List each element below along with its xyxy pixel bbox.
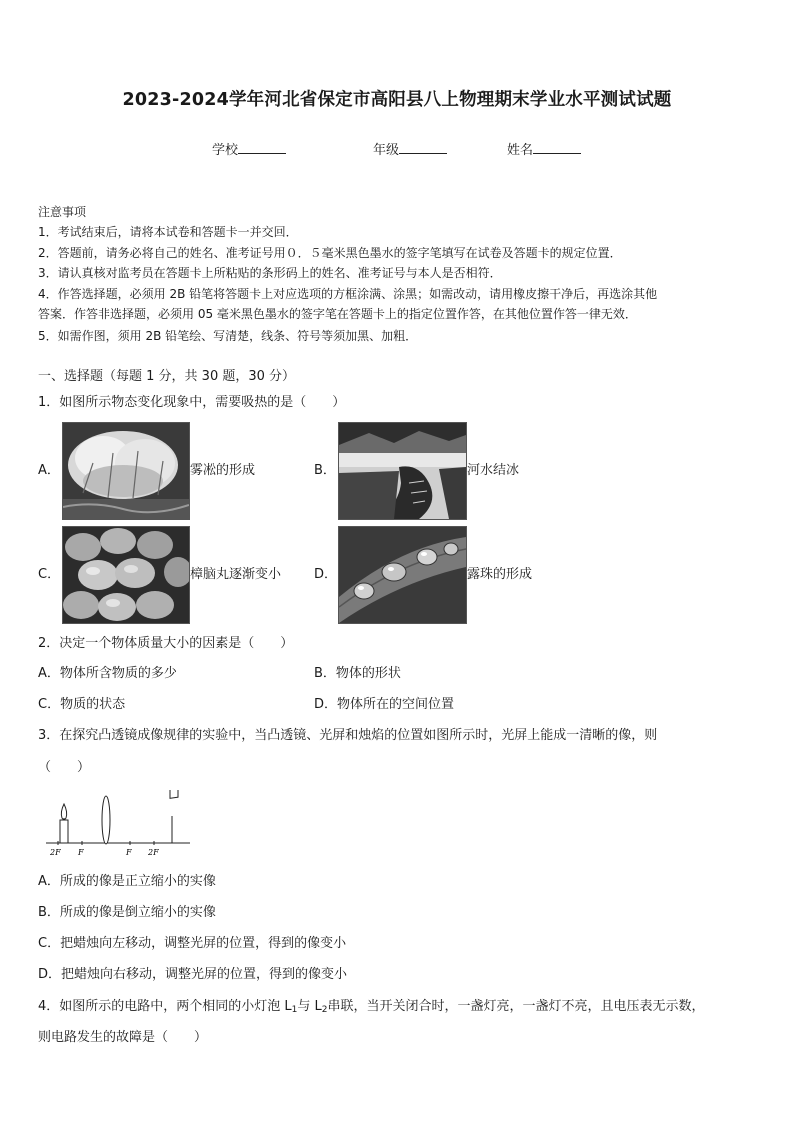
notice-item: 5．如需作图，须用 2B 铅笔绘、写清楚，线条、符号等须加黑、加粗． (38, 329, 418, 343)
q2-option-d[interactable]: D．物体所在的空间位置 (314, 697, 455, 712)
grade-field (373, 139, 447, 158)
q4-stem-part: 串联，当开关闭合时，一盏灯亮，一盏灯不亮，且电压表无示数， (327, 999, 705, 1014)
q1-option-b-text: 河水结冰 (467, 463, 520, 478)
question-4-stem (38, 999, 705, 1018)
notice-item: 3．请认真核对监考员在答题卡上所粘贴的条形码上的姓名、准考证号与本人是否相符． (38, 266, 502, 280)
notice-item: 1．考试结束后，请将本试卷和答题卡一并交回． (38, 225, 298, 239)
candle-icon (60, 820, 68, 843)
lens-diagram (44, 790, 194, 862)
q1-option-b-letter[interactable]: B． (314, 463, 336, 478)
notice-heading: 注意事项 (38, 205, 87, 219)
name-label: 姓名 (507, 143, 534, 158)
question-3-paren: （ ） (38, 760, 91, 775)
q4-stem-part: 与 L (297, 999, 322, 1014)
q1-option-d-text: 露珠的形成 (467, 567, 533, 582)
mothballs-photo (62, 526, 190, 624)
question-1-stem: 1．如图所示物态变化现象中，需要吸热的是（ ） (38, 395, 346, 410)
q3-option-c[interactable]: C．把蜡烛向左移动，调整光屏的位置，得到的像变小 (38, 936, 347, 951)
q2-option-c[interactable]: C．物质的状态 (38, 697, 126, 712)
notice-item: 2．答题前，请务必将自己的姓名、准考证号用０．５毫米黑色墨水的签字笔填写在试卷及答题卡的规定位置． (38, 246, 622, 260)
frozen-river-photo (338, 422, 467, 520)
screen-icon (170, 790, 178, 798)
q1-option-c-letter[interactable]: C． (38, 567, 61, 582)
notice-item: 答案．作答非选择题，必须用 05 毫米黑色墨水的签字笔在答题卡上的指定位置作答，在其他位置作答一律无效． (38, 307, 637, 321)
flame-icon (61, 804, 66, 820)
convex-lens-icon (102, 796, 110, 844)
q3-option-b[interactable]: B．所成的像是倒立缩小的实像 (38, 905, 216, 920)
question-3-stem: 3．在探究凸透镜成像规律的实验中，当凸透镜、光屏和烛焰的位置如图所示时，光屏上能成一清晰的像，则 (38, 728, 658, 743)
rime-photo (62, 422, 190, 520)
label-2f-left: 2F (50, 848, 61, 857)
school-blank[interactable] (238, 142, 286, 154)
q2-option-b[interactable]: B．物体的形状 (314, 666, 401, 681)
q2-option-a[interactable]: A．物体所含物质的多少 (38, 666, 177, 681)
name-field (507, 139, 581, 158)
q4-sub-2: 2 (321, 1005, 328, 1015)
q1-option-a-text: 雾凇的形成 (190, 463, 256, 478)
question-4-line2: 则电路发生的故障是（ ） (38, 1030, 208, 1045)
grade-label: 年级 (373, 143, 400, 158)
dewdrops-photo (338, 526, 467, 624)
q3-option-d[interactable]: D．把蜡烛向右移动，调整光屏的位置，得到的像变小 (38, 967, 348, 982)
q3-option-a[interactable]: A．所成的像是正立缩小的实像 (38, 874, 216, 889)
q1-option-a-letter[interactable]: A． (38, 463, 60, 478)
section-heading: 一、选择题（每题 1 分，共 30 题，30 分） (38, 369, 296, 384)
school-field (212, 139, 286, 158)
school-label: 学校 (212, 143, 239, 158)
grade-blank[interactable] (399, 142, 447, 154)
label-2f-right: 2F (148, 848, 159, 857)
q1-option-c-text: 樟脑丸逐渐变小 (190, 567, 282, 582)
exam-title: 2023-2024学年河北省保定市高阳县八上物理期末学业水平测试试题 (122, 90, 672, 110)
q4-sub-1: 1 (291, 1005, 298, 1015)
question-2-stem: 2．决定一个物体质量大小的因素是（ ） (38, 636, 294, 651)
label-f-right: F (126, 848, 132, 857)
notice-item: 4．作答选择题，必须用 2B 铅笔将答题卡上对应选项的方框涂满、涂黑；如需改动，请用橡皮擦干净后，再选涂其他 (38, 287, 658, 301)
label-f-left: F (78, 848, 84, 857)
q4-stem-part: 4．如图所示的电路中，两个相同的小灯泡 L (38, 999, 292, 1014)
q1-option-d-letter[interactable]: D． (314, 567, 338, 582)
name-blank[interactable] (533, 142, 581, 154)
